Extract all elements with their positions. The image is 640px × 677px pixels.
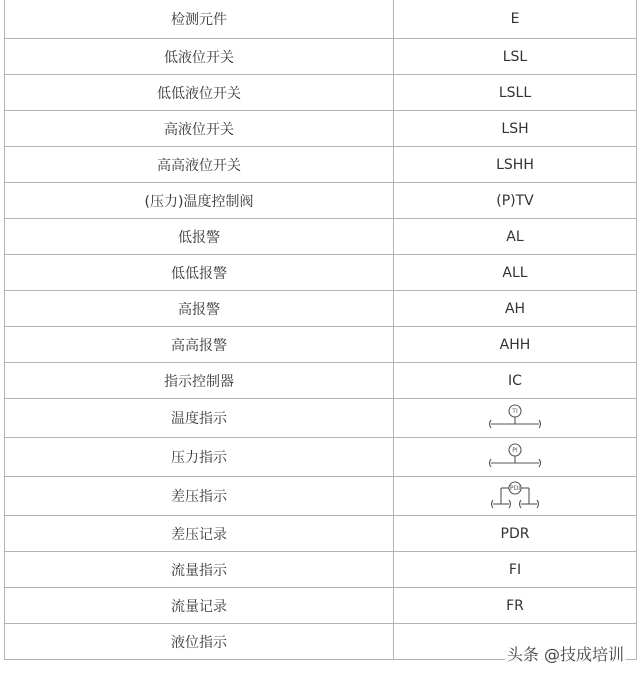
row-name: 差压记录 bbox=[5, 516, 394, 552]
table-row bbox=[5, 111, 637, 147]
row-symbol bbox=[394, 399, 637, 438]
row-code: FR bbox=[394, 588, 637, 624]
table-row bbox=[5, 516, 637, 552]
table-row bbox=[5, 588, 637, 624]
table-row bbox=[5, 477, 637, 516]
row-name: 低低液位开关 bbox=[5, 75, 394, 111]
row-code: PDR bbox=[394, 516, 637, 552]
row-name: 低报警 bbox=[5, 219, 394, 255]
table-row bbox=[5, 39, 637, 75]
row-code: AHH bbox=[394, 327, 637, 363]
row-code: LSH bbox=[394, 111, 637, 147]
table-row bbox=[5, 147, 637, 183]
row-name: 流量指示 bbox=[5, 552, 394, 588]
row-name: 低液位开关 bbox=[5, 39, 394, 75]
row-code: LSHH bbox=[394, 147, 637, 183]
pressure-indicator-label: PI bbox=[512, 447, 518, 454]
row-code: FI bbox=[394, 552, 637, 588]
temperature-indicator-label: TI bbox=[512, 408, 518, 415]
temperature-indicator-icon bbox=[485, 403, 545, 433]
row-code: AL bbox=[394, 219, 637, 255]
table-row bbox=[5, 219, 637, 255]
row-name: 压力指示 bbox=[5, 438, 394, 477]
row-code: IC bbox=[394, 363, 637, 399]
watermark: 头条 @技成培训 bbox=[505, 642, 626, 665]
table-row bbox=[5, 183, 637, 219]
row-code: AH bbox=[394, 291, 637, 327]
row-name: 流量记录 bbox=[5, 588, 394, 624]
table-row bbox=[5, 291, 637, 327]
table-row bbox=[5, 552, 637, 588]
table-row bbox=[5, 363, 637, 399]
row-name: 指示控制器 bbox=[5, 363, 394, 399]
row-code: E bbox=[394, 0, 637, 39]
table-row bbox=[5, 75, 637, 111]
row-name: 温度指示 bbox=[5, 399, 394, 438]
row-name: 低低报警 bbox=[5, 255, 394, 291]
row-name: 液位指示 bbox=[5, 624, 394, 660]
differential-pressure-indicator-icon bbox=[485, 480, 545, 512]
table-row bbox=[5, 438, 637, 477]
row-code: (P)TV bbox=[394, 183, 637, 219]
table-row bbox=[5, 399, 637, 438]
differential-pressure-indicator-label: PDI bbox=[509, 485, 521, 492]
row-name: 高液位开关 bbox=[5, 111, 394, 147]
row-name: (压力)温度控制阀 bbox=[5, 183, 394, 219]
table-row bbox=[5, 255, 637, 291]
instrument-symbol-table bbox=[4, 0, 637, 660]
table-row bbox=[5, 0, 637, 39]
pressure-indicator-icon bbox=[485, 442, 545, 472]
row-name: 高高液位开关 bbox=[5, 147, 394, 183]
row-name: 高高报警 bbox=[5, 327, 394, 363]
row-name: 高报警 bbox=[5, 291, 394, 327]
table-row bbox=[5, 327, 637, 363]
row-symbol bbox=[394, 477, 637, 516]
row-symbol bbox=[394, 438, 637, 477]
row-code: LSLL bbox=[394, 75, 637, 111]
row-code: ALL bbox=[394, 255, 637, 291]
row-code: LSL bbox=[394, 39, 637, 75]
row-name: 差压指示 bbox=[5, 477, 394, 516]
row-name: 检测元件 bbox=[5, 0, 394, 39]
